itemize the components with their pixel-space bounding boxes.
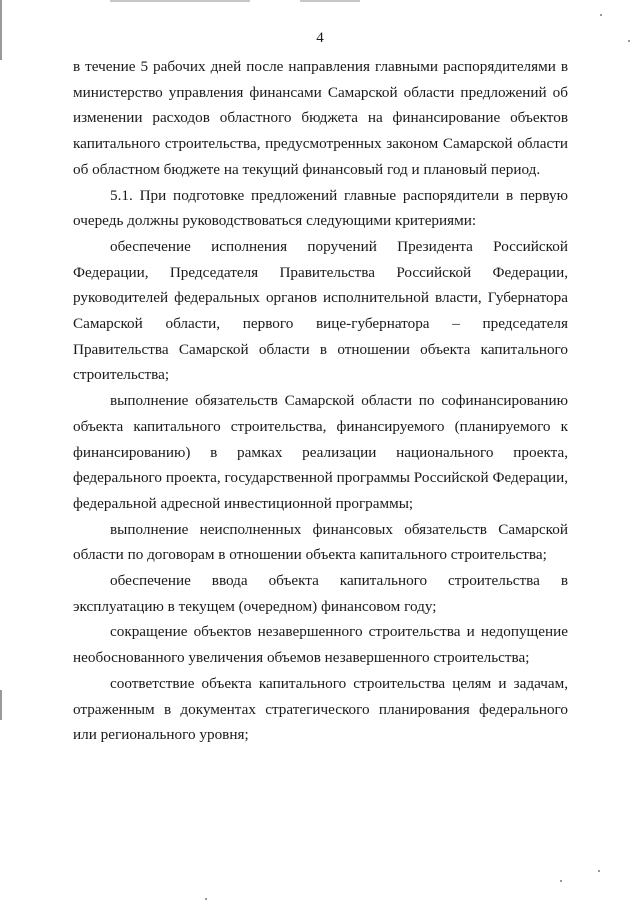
paragraph-criterion-unfinished: сокращение объектов незавершенного строительства и недопущение необоснованного увеличения объемов незавершенного строительства; [73, 623, 568, 667]
page-number: 4 [316, 30, 324, 46]
paragraph-criterion-obligations: выполнение неисполненных финансовых обязательств Самарской области по договорам в отношении объекта капитального строительства; [73, 520, 568, 564]
paragraph-criterion-commissioning: обеспечение ввода объекта капитального строительства в эксплуатацию в текущем (очередном) финансовом году; [73, 572, 568, 615]
scan-speck [598, 870, 600, 872]
scan-edge-mark [110, 0, 250, 2]
scan-speck [560, 880, 562, 882]
scan-edge-mark [300, 0, 360, 2]
paragraph-criterion-strategic: соответствие объекта капитального строительства целям и задачам, отраженным в документах стратегического планирования федерального или регионального уровня; [73, 674, 568, 744]
paragraph-criterion-cofinancing: выполнение обязательств Самарской области по софинансированию объекта капитального строительства, финансируемого (планируемого к финансированию) в рамках реализации национального проекта, федерального проекта, государственной программы Российской Федерации, федеральной адресной инвестиционной программы; [73, 392, 568, 512]
scan-speck [205, 898, 207, 900]
scan-speck [600, 14, 602, 16]
paragraph-section-5-1: 5.1. При подготовке предложений главные распорядители в первую очередь должны руководствоваться следующими критериями: [73, 186, 568, 230]
document-body [73, 54, 568, 748]
paragraph-continuation: в течение 5 рабочих дней после направления главными распорядителями в министерство управления финансами Самарской области предложений об изменении расходов областного бюджета на финансирование объектов капитального строительства, предусмотренных законом Самарской области об областном бюджете на текущий финансовый год и плановый период. [73, 58, 568, 178]
paragraph-criterion-instructions: обеспечение исполнения поручений Президента Российской Федерации, Председателя Правительства Российской Федерации, руководителей федеральных органов исполнительной власти, Губернатора Самарской области, первого вице-губернатора – председателя Правительства Самарской области в отношении объекта капитального строительства; [73, 237, 568, 384]
binding-edge-mark [0, 690, 2, 720]
